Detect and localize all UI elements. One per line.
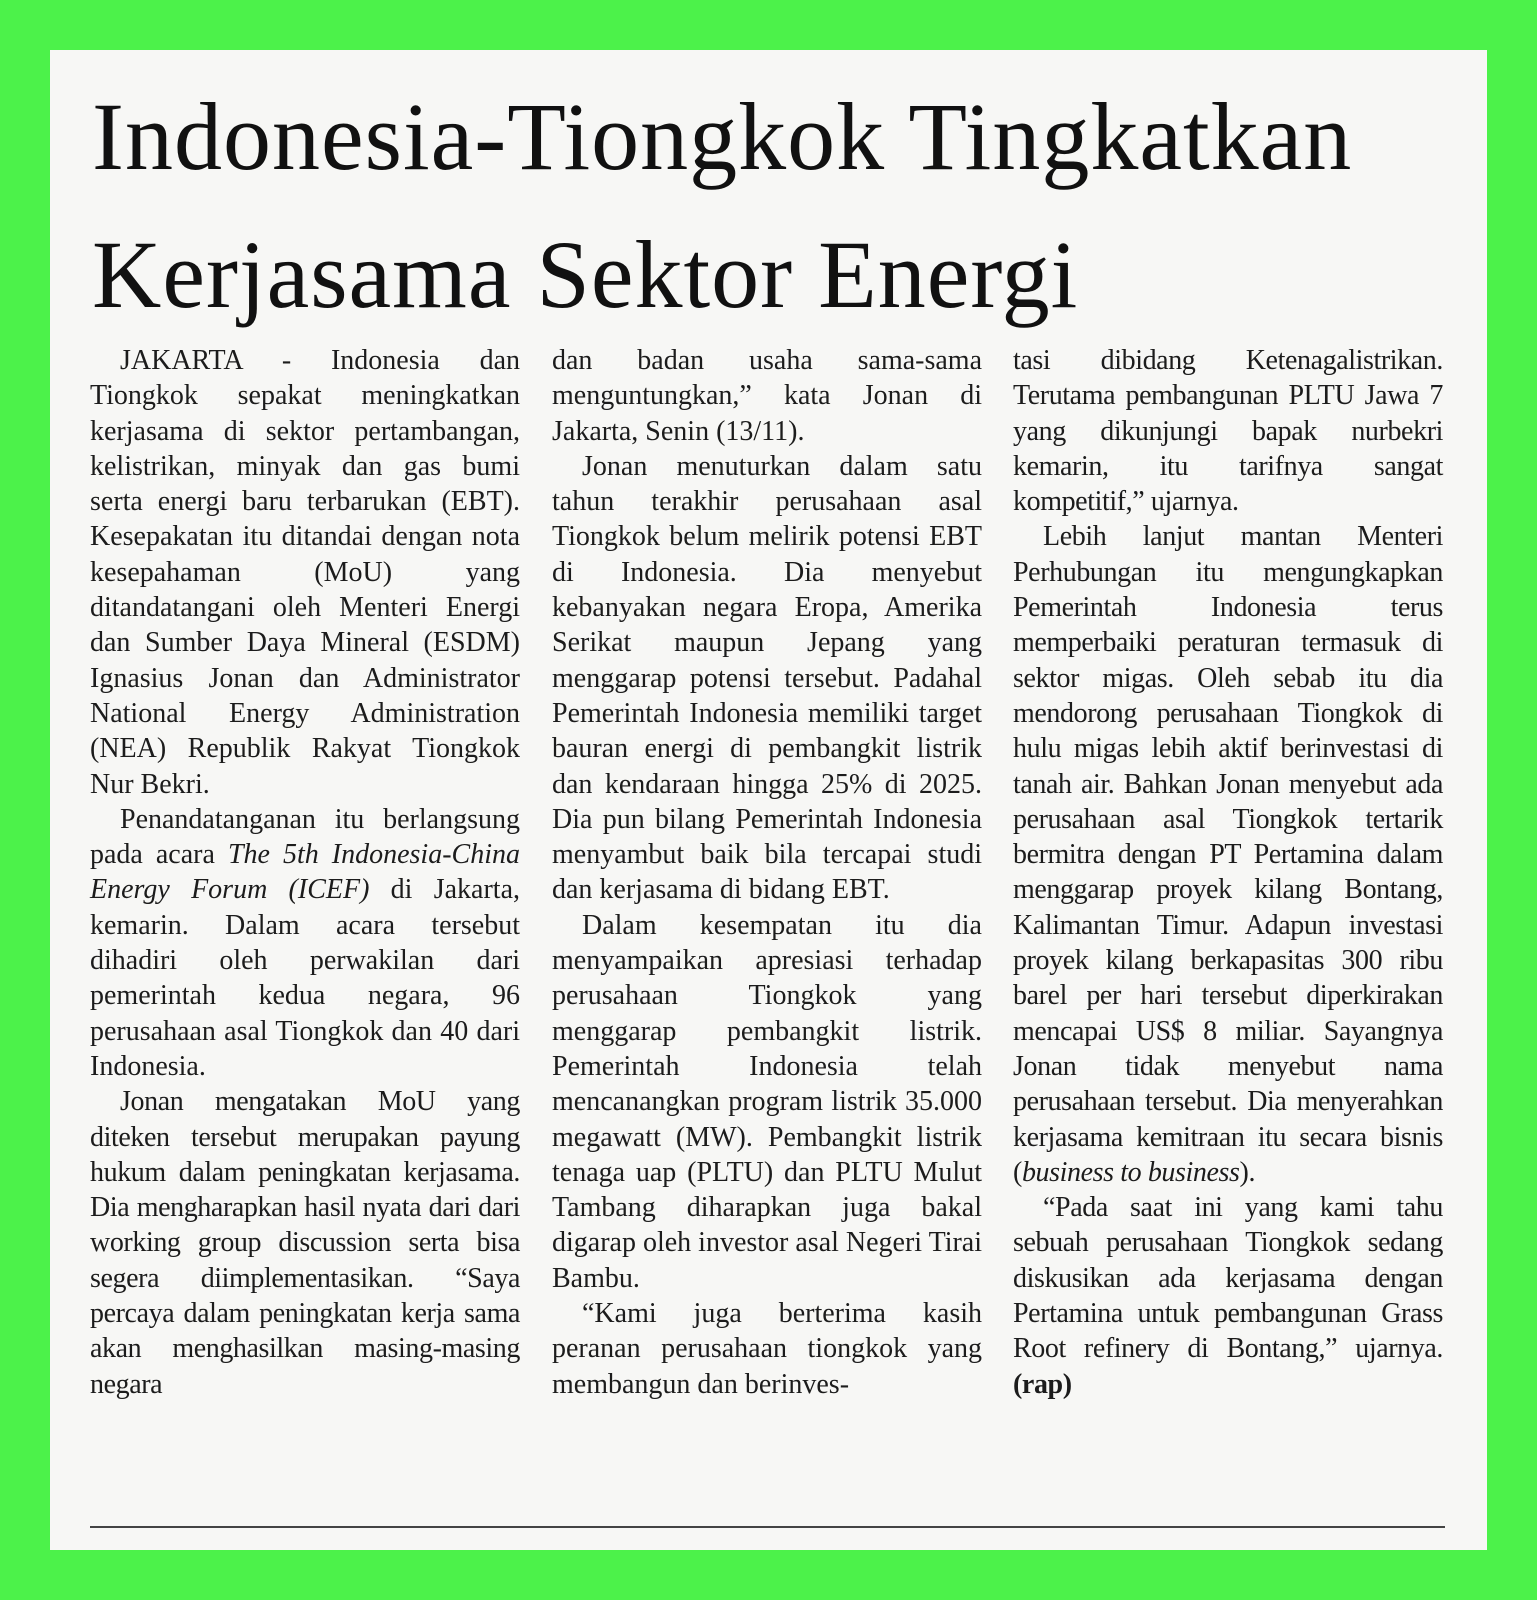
event-name: The 5th Indonesia-China Energy Forum (ICEF) xyxy=(90,839,520,906)
paragraph: tasi dibidang Ketenagalistrikan. Terutama pembangunan PLTU Jawa 7 yang dikunjungi bapak nurbekri kemarin, itu tarifnya sangat kompetitif,” ujarnya. xyxy=(1013,345,1443,518)
paragraph: dan badan usaha sama-sama menguntungkan,” kata Jonan di Jakarta, Senin (13/11). xyxy=(552,345,982,447)
article-headline xyxy=(92,68,1452,344)
paragraph-text: Penandatanganan itu berlangsung pada acara xyxy=(90,803,520,871)
paragraph xyxy=(1013,1190,1443,1402)
paragraph-text: ). xyxy=(1239,1156,1256,1188)
paragraph: JAKARTA - Indonesia dan Tiongkok sepakat meningkatkan kerjasama di sektor pertambangan, kelistrikan, minyak dan gas bumi serta energi baru terbarukan (EBT). Kesepakatan itu ditandai dengan nota kesepahaman (MoU) yang ditandatangani oleh Menteri Energi dan Sumber Daya Mineral (ESDM) Ignasius Jonan dan Administrator National Energy Administration (NEA) Republik Rakyat Tiongkok Nur Bekri. xyxy=(90,345,520,800)
headline-line-2: Kerjasama Sektor Energi xyxy=(92,221,1079,328)
paragraph-text: “Pada saat ini yang kami tahu sebuah perusahaan Tiongkok sedang diskusikan ada kerjasama dengan Pertamina untuk pembangunan Grass Root refinery di Bontang,” ujarnya. xyxy=(1013,1192,1443,1365)
byline: (rap) xyxy=(1013,1368,1072,1400)
article-column-1 xyxy=(90,343,520,1402)
paragraph: Dalam kesempatan itu dia menyampaikan apresiasi terhadap perusahaan Tiongkok yang menggarap pembangkit listrik. Pemerintah Indonesia telah mencanangkan program listrik 35.000 megawatt (MW). Pembangkit listrik tenaga uap (PLTU) dan PLTU Mulut Tambang diharapkan juga bakal digarap oleh investor asal Negeri Tirai Bambu. xyxy=(552,909,983,1294)
paragraph xyxy=(90,802,520,1084)
article-column-2 xyxy=(552,343,982,1402)
headline-line-1: Indonesia-Tiongkok Tingkatkan xyxy=(92,83,1353,190)
article-column-3 xyxy=(1013,343,1443,1402)
italic-term: business to business xyxy=(1021,1156,1240,1188)
paragraph-text: Lebih lanjut mantan Menteri Perhubungan itu mengungkapkan Pemerintah Indonesia terus memperbaiki peraturan termasuk di sektor migas. Oleh sebab itu dia mendorong perusahaan Tiongkok di hulu migas lebih aktif berinvestasi di tanah air. Bahkan Jonan menyebut ada perusahaan asal Tiongkok tertarik bermitra dengan PT Pertamina dalam menggarap proyek kilang Bontang, Kalimantan Timur. Adapun investasi proyek kilang berkapasitas 300 ribu barel per hari tersebut diperkirakan mencapai US$ 8 miliar. Sayangnya Jonan tidak menyebut nama perusahaan tersebut. Dia menyerahkan kerjasama kemitraan itu secara bisnis ( xyxy=(1013,521,1443,1188)
paragraph: Jonan menuturkan dalam satu tahun terakhir perusahaan asal Tiongkok belum melirik potensi EBT di Indonesia. Dia menyebut kebanyakan negara Eropa, Amerika Serikat maupun Jepang yang menggarap potensi tersebut. Padahal Pemerintah Indonesia memiliki target bauran energi di pembangkit listrik dan kendaraan hingga 25% di 2025. Dia pun bilang Pemerintah Indonesia menyambut baik bila tercapai studi dan kerjasama di bidang EBT. xyxy=(552,450,982,906)
paragraph-text: di Jakarta, kemarin. Dalam acara tersebut dihadiri oleh perwakilan dari pemerintah kedua negara, 96 perusahaan asal Tiongkok dan 40 dari Indonesia. xyxy=(90,874,520,1082)
paragraph xyxy=(1013,519,1443,1190)
newspaper-clipping xyxy=(50,50,1487,1550)
paragraph: “Kami juga berterima kasih peranan perusahaan tiongkok yang membangun dan berinves- xyxy=(552,1298,982,1400)
bottom-rule xyxy=(90,1526,1445,1528)
paragraph: Jonan mengatakan MoU yang diteken tersebut merupakan payung hukum dalam peningkatan kerjasama. Dia mengharapkan hasil nyata dari dari working group discussion serta bisa segera diimplementasikan. “Saya percaya dalam peningkatan kerja sama akan menghasilkan masing-masing negara xyxy=(90,1086,520,1400)
